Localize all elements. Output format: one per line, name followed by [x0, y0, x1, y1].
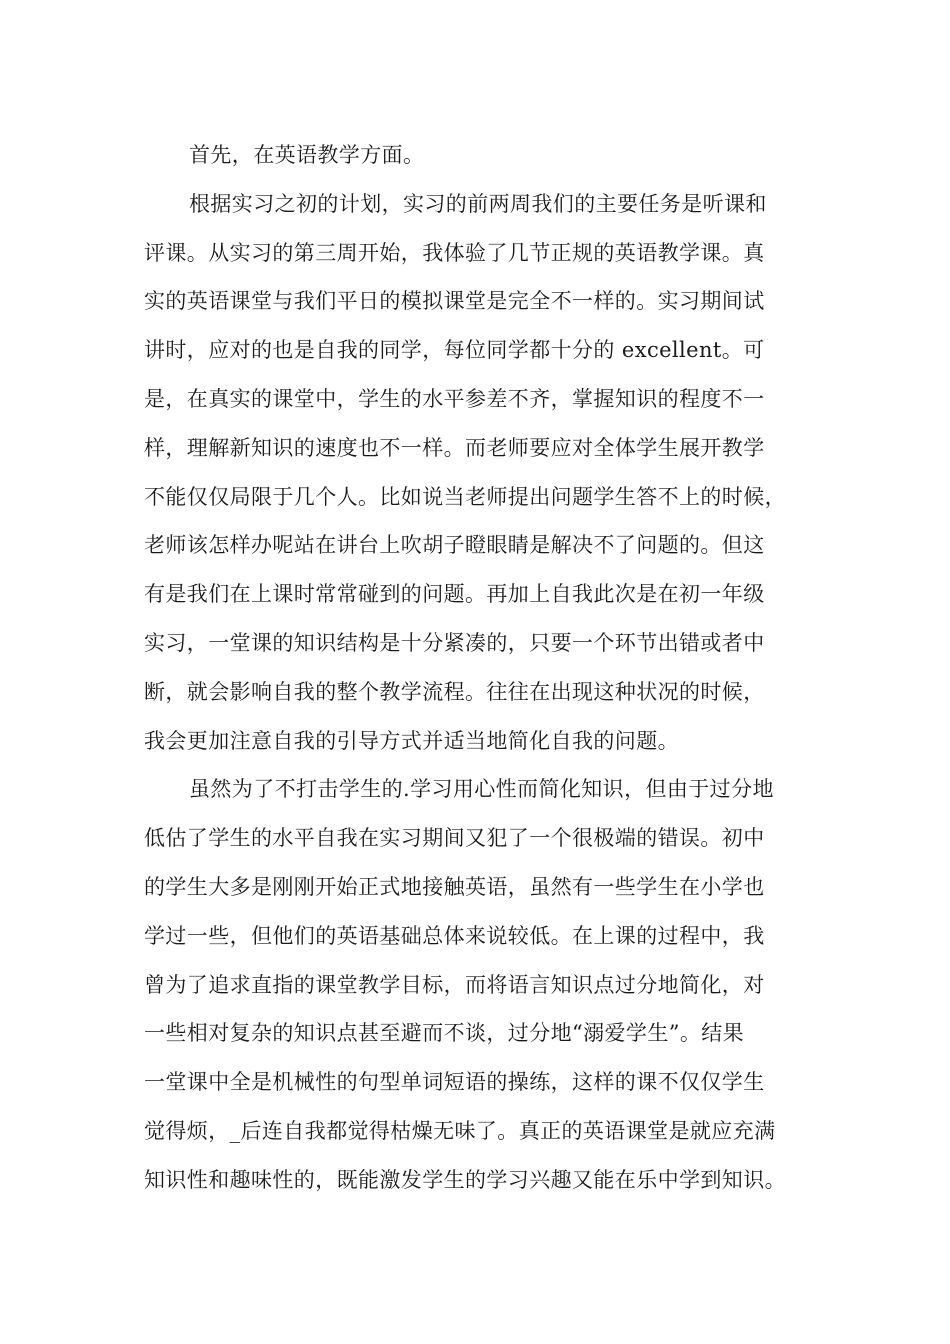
document-body — [144, 131, 824, 1205]
paragraph-line: 知识性和趣味性的，既能激发学生的学习兴趣又能在乐中学到知识。 — [144, 1167, 786, 1192]
paragraph-line: 根据实习之初的计划，实习的前两周我们的主要任务是听课和 — [189, 191, 767, 216]
paragraph-heading-line: 首先，在英语教学方面。 — [189, 143, 425, 167]
paragraph-line: 觉得烦，_后连自我都觉得枯燥无味了。真正的英语课堂是就应充满 — [144, 1118, 776, 1143]
paragraph-line: 低估了学生的水平自我在实习期间又犯了一个很极端的错误。初中 — [144, 826, 765, 851]
paragraph-line: 实的英语课堂与我们平日的模拟课堂是完全不一样的。实习期间试 — [144, 289, 765, 314]
paragraph-line: 学过一些，但他们的英语基础总体来说较低。在上课的过程中，我 — [144, 923, 765, 948]
paragraph-line: 断，就会影响自我的整个教学流程。往往在出现这种状况的时候， — [144, 679, 765, 704]
paragraph-line: 讲时，应对的也是自我的同学，每位同学都十分的 excellent。可 — [144, 338, 765, 363]
paragraph-line: 实习，一堂课的知识结构是十分紧凑的，只要一个环节出错或者中 — [144, 630, 765, 655]
paragraph-line: 不能仅仅局限于几个人。比如说当老师提出问题学生答不上的时候， — [144, 484, 786, 509]
paragraph-line: 我会更加注意自我的引导方式并适当地简化自我的问题。 — [144, 728, 679, 753]
paragraph-line: 老师该怎样办呢站在讲台上吹胡子瞪眼睛是解决不了问题的。但这 — [144, 533, 765, 558]
paragraph-line: 的学生大多是刚刚开始正式地接触英语，虽然有一些学生在小学也 — [144, 874, 765, 899]
paragraph-line: 曾为了追求直指的课堂教学目标，而将语言知识点过分地简化，对 — [144, 972, 765, 997]
paragraph-line: 虽然为了不打击学生的.学习用心性而简化知识，但由于过分地 — [189, 777, 774, 802]
paragraph-line: 评课。从实习的第三周开始，我体验了几节正规的英语教学课。真 — [144, 240, 765, 265]
paragraph-line: 有是我们在上课时常常碰到的问题。再加上自我此次是在初一年级 — [144, 582, 765, 607]
paragraph-line: 样，理解新知识的速度也不一样。而老师要应对全体学生展开教学 — [144, 435, 765, 460]
paragraph-line: 一些相对复杂的知识点甚至避而不谈，过分地“溺爱学生”。结果 — [144, 1021, 745, 1046]
paragraph-line: 一堂课中全是机械性的句型单词短语的操练，这样的课不仅仅学生 — [144, 1070, 765, 1095]
paragraph-line: 是，在真实的课堂中，学生的水平参差不齐，掌握知识的程度不一 — [144, 386, 765, 411]
